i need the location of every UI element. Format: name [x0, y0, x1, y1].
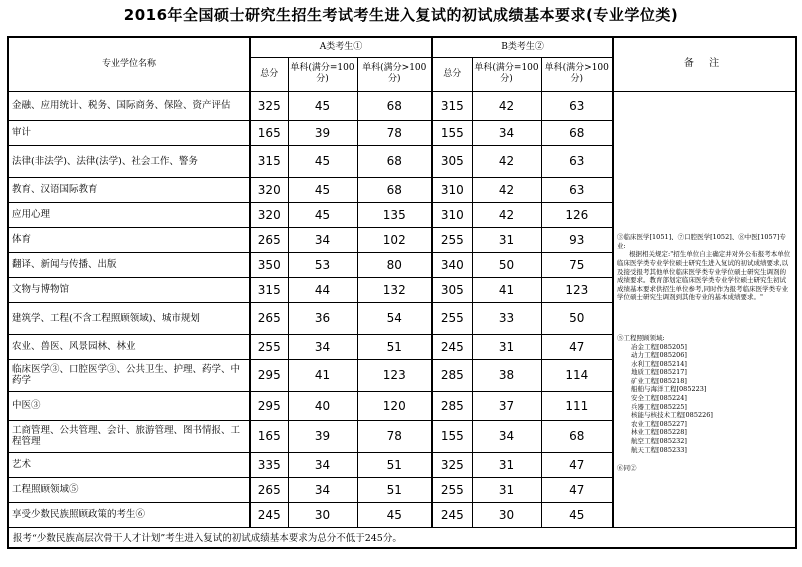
b-single-gt100: 75: [541, 252, 613, 277]
a-single-gt100: 51: [357, 334, 432, 359]
a-single-gt100: 78: [357, 120, 432, 145]
footer-row: [8, 527, 796, 548]
eng-field: 林业工程[085228]: [631, 428, 687, 437]
a-single-100: 40: [288, 391, 357, 420]
notes-cell: [613, 91, 796, 527]
a-total: 265: [250, 227, 288, 252]
row-name: 建筑学、工程(不含工程照顾领域)、城市规划: [8, 302, 250, 334]
b-single-gt100: 68: [541, 120, 613, 145]
a-single-100: 36: [288, 302, 357, 334]
a-single-100: 45: [288, 202, 357, 227]
b-total: 155: [432, 120, 472, 145]
row-name: 金融、应用统计、税务、国际商务、保险、资产评估: [8, 91, 250, 120]
b-single-100: 31: [472, 227, 541, 252]
a-single-100: 34: [288, 452, 357, 477]
eng-field: 农业工程[085227]: [631, 419, 687, 428]
b-total: 310: [432, 202, 472, 227]
header-a-single-100: 单科(满分=100分): [288, 57, 357, 91]
header-group-a: A类考生①: [250, 37, 432, 57]
b-total: 255: [432, 477, 472, 502]
a-total: 320: [250, 202, 288, 227]
a-total: 335: [250, 452, 288, 477]
a-single-100: 41: [288, 359, 357, 391]
b-single-gt100: 93: [541, 227, 613, 252]
b-total: 245: [432, 334, 472, 359]
a-single-100: 45: [288, 91, 357, 120]
b-single-100: 37: [472, 391, 541, 420]
header-name: 专业学位名称: [8, 37, 250, 91]
eng-field: 航空工程[085232]: [631, 437, 687, 446]
b-single-gt100: 50: [541, 302, 613, 334]
a-total: 315: [250, 145, 288, 177]
a-single-gt100: 120: [357, 391, 432, 420]
table-row: [8, 91, 796, 120]
a-single-100: 45: [288, 177, 357, 202]
a-total: 165: [250, 120, 288, 145]
a-total: 265: [250, 302, 288, 334]
a-total: 255: [250, 334, 288, 359]
b-single-100: 42: [472, 91, 541, 120]
eng-field: 地质工程[085217]: [631, 368, 687, 377]
b-total: 255: [432, 227, 472, 252]
row-name: 中医③: [8, 391, 250, 420]
a-total: 295: [250, 359, 288, 391]
a-single-gt100: 68: [357, 177, 432, 202]
a-single-gt100: 51: [357, 477, 432, 502]
a-single-100: 44: [288, 277, 357, 302]
b-single-100: 42: [472, 145, 541, 177]
b-single-gt100: 126: [541, 202, 613, 227]
a-single-100: 39: [288, 420, 357, 452]
row-name: 教育、汉语国际教育: [8, 177, 250, 202]
a-single-gt100: 54: [357, 302, 432, 334]
row-name: 工商管理、公共管理、会计、旅游管理、图书情报、工程管理: [8, 420, 250, 452]
header-a-total: 总分: [250, 57, 288, 91]
a-total: 265: [250, 477, 288, 502]
footer-note: 报考“少数民族高层次骨干人才计划”考生进入复试的初试成绩基本要求为总分不低于245分。: [8, 527, 796, 548]
b-single-gt100: 47: [541, 334, 613, 359]
a-single-gt100: 78: [357, 420, 432, 452]
b-single-100: 42: [472, 177, 541, 202]
note-6: ⑥同②: [617, 464, 637, 473]
a-total: 325: [250, 91, 288, 120]
header-b-total: 总分: [432, 57, 472, 91]
a-single-100: 34: [288, 334, 357, 359]
row-name: 体育: [8, 227, 250, 252]
eng-field: 船舶与海洋工程[085223]: [631, 385, 707, 394]
a-single-gt100: 135: [357, 202, 432, 227]
a-single-gt100: 123: [357, 359, 432, 391]
a-total: 245: [250, 502, 288, 527]
b-single-gt100: 47: [541, 477, 613, 502]
a-single-100: 30: [288, 502, 357, 527]
header-notes: 备 注: [613, 37, 796, 91]
b-total: 325: [432, 452, 472, 477]
b-single-100: 34: [472, 420, 541, 452]
a-single-100: 39: [288, 120, 357, 145]
eng-field: 冶金工程[085205]: [631, 342, 687, 351]
row-name: 法律(非法学)、法律(法学)、社会工作、警务: [8, 145, 250, 177]
b-total: 305: [432, 277, 472, 302]
b-single-gt100: 63: [541, 177, 613, 202]
a-total: 295: [250, 391, 288, 420]
row-name: 艺术: [8, 452, 250, 477]
b-single-100: 33: [472, 302, 541, 334]
row-name: 农业、兽医、风景园林、林业: [8, 334, 250, 359]
a-total: 350: [250, 252, 288, 277]
eng-field: 航天工程[085233]: [631, 445, 687, 454]
a-single-100: 45: [288, 145, 357, 177]
b-total: 285: [432, 359, 472, 391]
header-group-b: B类考生②: [432, 37, 613, 57]
a-single-100: 53: [288, 252, 357, 277]
note-3-head: ③临床医学[1051]、⑦口腔医学[1052]、⑧中医[1057]专业:: [617, 233, 786, 250]
b-total: 245: [432, 502, 472, 527]
eng-field: 兵器工程[085225]: [631, 402, 687, 411]
a-total: 320: [250, 177, 288, 202]
a-single-gt100: 80: [357, 252, 432, 277]
a-single-gt100: 132: [357, 277, 432, 302]
b-single-gt100: 111: [541, 391, 613, 420]
b-single-100: 31: [472, 452, 541, 477]
a-single-gt100: 102: [357, 227, 432, 252]
eng-field: 水利工程[085214]: [631, 359, 687, 368]
a-single-100: 34: [288, 477, 357, 502]
b-total: 305: [432, 145, 472, 177]
b-single-100: 31: [472, 334, 541, 359]
b-single-gt100: 63: [541, 145, 613, 177]
header-b-single-100: 单科(满分=100分): [472, 57, 541, 91]
a-single-gt100: 45: [357, 502, 432, 527]
b-single-100: 31: [472, 477, 541, 502]
b-total: 255: [432, 302, 472, 334]
b-single-100: 42: [472, 202, 541, 227]
a-total: 315: [250, 277, 288, 302]
row-name: 应用心理: [8, 202, 250, 227]
a-single-gt100: 68: [357, 145, 432, 177]
b-single-gt100: 68: [541, 420, 613, 452]
eng-field: 核能与核技术工程[085226]: [631, 411, 713, 420]
row-name: 翻译、新闻与传播、出版: [8, 252, 250, 277]
eng-field: 安全工程[085224]: [631, 394, 687, 403]
b-single-100: 30: [472, 502, 541, 527]
row-name: 文物与博物馆: [8, 277, 250, 302]
b-single-gt100: 123: [541, 277, 613, 302]
row-name: 工程照顾领域⑤: [8, 477, 250, 502]
b-single-gt100: 114: [541, 359, 613, 391]
eng-field: 矿业工程[085218]: [631, 376, 687, 385]
b-total: 340: [432, 252, 472, 277]
b-single-gt100: 45: [541, 502, 613, 527]
row-name: 临床医学③、口腔医学③、公共卫生、护理、药学、中药学: [8, 359, 250, 391]
b-single-100: 41: [472, 277, 541, 302]
page-title: 2016年全国硕士研究生招生考试考生进入复试的初试成绩基本要求(专业学位类): [123, 6, 679, 24]
eng-field: 动力工程[085206]: [631, 351, 687, 360]
b-single-100: 38: [472, 359, 541, 391]
b-single-100: 50: [472, 252, 541, 277]
b-total: 155: [432, 420, 472, 452]
header-b-single-gt100: 单科(满分>100分): [541, 57, 613, 91]
b-single-gt100: 47: [541, 452, 613, 477]
row-name: 审计: [8, 120, 250, 145]
b-single-gt100: 63: [541, 91, 613, 120]
a-total: 165: [250, 420, 288, 452]
row-name: 享受少数民族照顾政策的考生⑥: [8, 502, 250, 527]
a-single-gt100: 68: [357, 91, 432, 120]
a-single-100: 34: [288, 227, 357, 252]
header-a-single-gt100: 单科(满分>100分): [357, 57, 432, 91]
score-table: [7, 36, 797, 549]
a-single-gt100: 51: [357, 452, 432, 477]
note-5-head: ⑤工程照顾领域:: [617, 333, 665, 342]
b-single-100: 34: [472, 120, 541, 145]
b-total: 285: [432, 391, 472, 420]
b-total: 310: [432, 177, 472, 202]
b-total: 315: [432, 91, 472, 120]
note-3-body: 根据相关规定:"招生单位自主确定并对外公布报考本单位临床医学类专业学位硕士研究生进入复试的初试成绩要求,以及接受报考其他单位临床医学类专业学位硕士研究生调剂的成绩要求。教育部划定临床医学类专业学位硕士研究生初试成绩基本要求供招生单位参考,同时作为报考临床医学类专业学位硕士研究生调剂到其他专业的基本成绩要求。": [617, 250, 791, 302]
